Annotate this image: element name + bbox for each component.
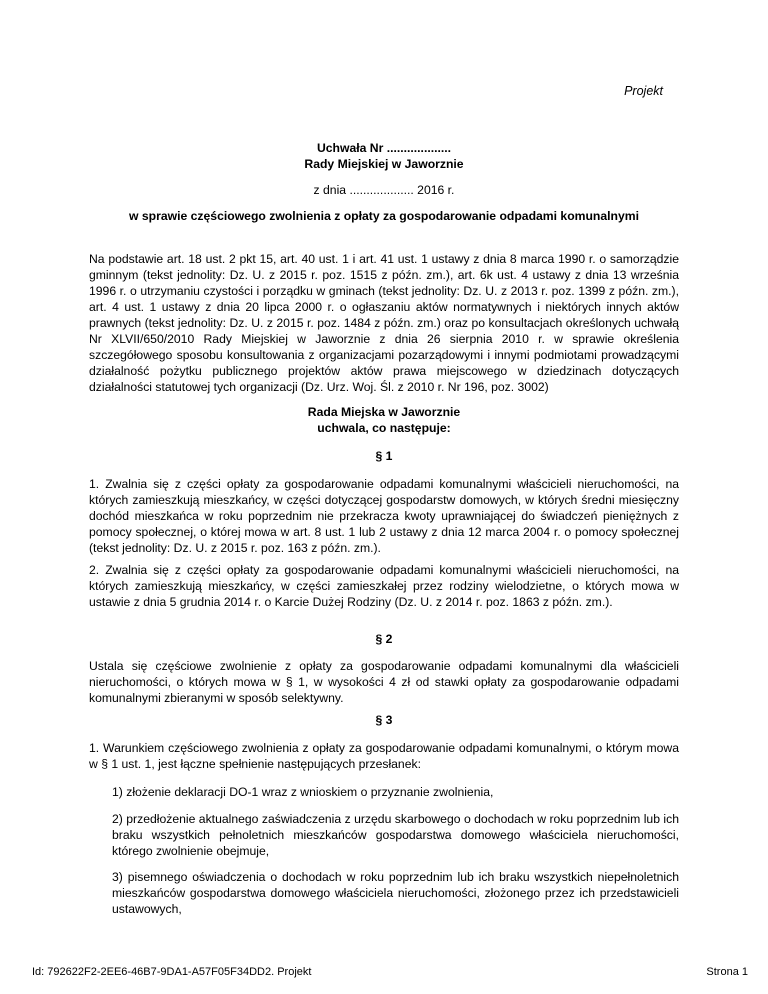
section-2-paragraph: Ustala się częściowe zwolnienie z opłaty za gospodarowanie odpadami komunalnymi dla właścicieli nieruchomości, o których mowa w § 1, w wysokości 4 zł od stawki opłaty za gospodarowanie odpadami komunalnymi zbieranymi w sposób selektywny. [89,659,679,705]
section-3-item-2: 2) przedłożenie aktualnego zaświadczenia z urzędu skarbowego o dochodach w roku poprzednim lub ich braku wszystkich pełnoletnich mieszkańców gospodarstwa domowego właściciela nieruchomości, którego zwolnienie obejmuje, [112,812,679,858]
resolves-council: Rada Miejska w Jaworznie [307,405,461,419]
project-label: Projekt [624,84,663,98]
section-3-item-3: 3) pisemnego oświadczenia o dochodach w roku poprzednim lub ich braku wszystkich niepełnoletnich mieszkańców gospodarstwa domowego właściciela nieruchomości, złożonego przez ich przedstawicieli ustawowych, [112,870,679,916]
preamble: Na podstawie art. 18 ust. 2 pkt 15, art. 40 ust. 1 i art. 41 ust. 1 ustawy z dnia 8 marca 1990 r. o samorządzie gminnym (tekst jednolity: Dz. U. z 2015 r. poz. 1515 z późn. zm.), art. 6k ust. 4 ustawy z dnia 13 września 1996 r. o utrzymaniu czystości i porządku w gminach (tekst jednolity: Dz. U. z 2013 r. poz. 1399 z późn. zm.), art. 4 ust. 1 ustawy z dnia 20 lipca 2000 r. o ogłaszaniu aktów normatywnych i niektórych innych aktów prawnych (tekst jednolity: Dz. U. z 2015 r. poz. 1484 z późn. zm.) oraz po konsultacjach określonych uchwałą Nr XLVII/650/2010 Rady Miejskiej w Jaworznie z dnia 26 sierpnia 2010 r. w sprawie określenia szczegółowego sposobu konsultowania z organizacjami pozarządowymi i innymi podmiotami prowadzącymi działalność pożytku publicznego projektów aktów prawa miejscowego w dziedzinach dotyczących działalności statutowej tych organizacji (Dz. Urz. Woj. Śl. z 2010 r. Nr 196, poz. 3002) [89,252,679,394]
footer-document-id: Id: 792622F2-2EE6-46B7-9DA1-A57F05F34DD2. Projekt [32,966,312,978]
resolves-text: uchwala, co następuje: [317,421,451,435]
title-council: Rady Miejskiej w Jaworznie [304,157,464,171]
subject-line: w sprawie częściowego zwolnienia z opłaty za gospodarowanie odpadami komunalnymi [129,209,639,223]
section-2-heading: § 2 [375,632,393,646]
footer-page-number: Strona 1 [706,966,748,978]
section-3-heading: § 3 [375,713,393,727]
date-line: z dnia ................... 2016 r. [313,183,455,197]
section-3-paragraph-1: 1. Warunkiem częściowego zwolnienia z opłaty za gospodarowanie odpadami komunalnymi, o którym mowa w § 1 ust. 1, jest łączne spełnienie następujących przesłanek: [89,741,679,771]
section-1-heading: § 1 [375,449,393,463]
section-3-item-1: 1) złożenie deklaracji DO-1 wraz z wnioskiem o przyznanie zwolnienia, [112,785,494,799]
resolves-block [89,404,679,436]
section-1-paragraph-1: 1. Zwalnia się z części opłaty za gospodarowanie odpadami komunalnymi właścicieli nieruchomości, na których zamieszkują mieszkańcy, w części dotyczącej gospodarstw domowych, w których średni miesięczny dochód mieszkańca w roku poprzednim nie przekracza kwoty uprawniającej do świadczeń pieniężnych z pomocy społecznej, o której mowa w art. 8 ust. 1 lub 2 ustawy z dnia 12 marca 2004 r. o pomocy społecznej (tekst jednolity: Dz. U. z 2015 r. poz. 163 z późn. zm.). [89,477,679,555]
resolution-title [89,140,679,172]
title-number: Uchwała Nr ................... [316,141,452,155]
section-1-paragraph-2: 2. Zwalnia się z części opłaty za gospodarowanie odpadami komunalnymi właścicieli nieruchomości, na których zamieszkują mieszkańcy, w części zamieszkałej przez rodziny wielodzietne, o których mowa w ustawie z dnia 5 grudnia 2014 r. o Karcie Dużej Rodziny (Dz. U. z 2014 r. poz. 1863 z późn. zm.). [89,563,679,609]
